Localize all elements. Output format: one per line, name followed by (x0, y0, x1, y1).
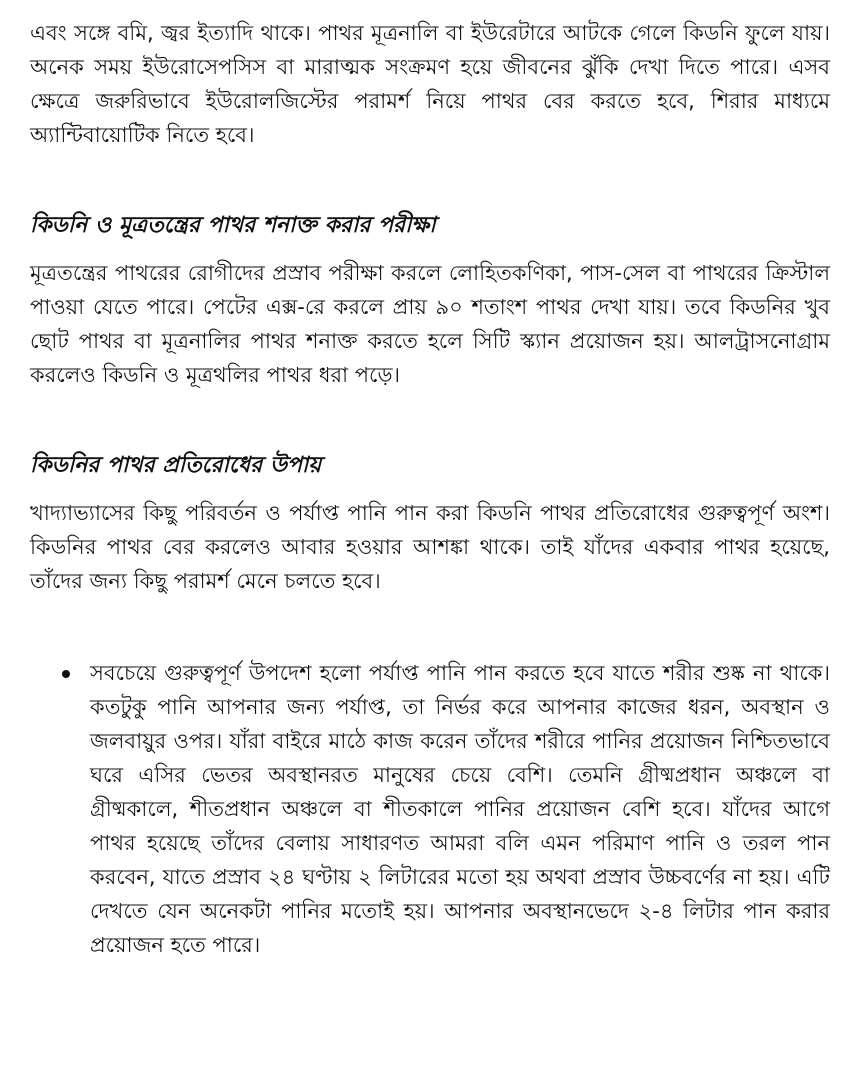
tests-paragraph: মূত্রতন্ত্রের পাথরের রোগীদের প্রস্রাব পরীক্ষা করলে লোহিতকণিকা, পাস-সেল বা পাথরের ক্রিস্টাল পাওয়া যেতে পারে। পেটের এক্স-রে করলে প্রায় ৯০ শতাংশ পাথর দেখা যায়। তবে কিডনির খুব ছোট পাথর বা মূত্রনালির পাথর শনাক্ত করতে হলে সিটি স্ক্যান প্রয়োজন হয়। আলট্রাসনোগ্রাম করলেও কিডনি ও মূত্রথলির পাথর ধরা পড়ে। (30, 261, 830, 387)
advice-list (30, 656, 830, 962)
list-item (30, 656, 830, 962)
bullet-icon (62, 670, 70, 678)
section-heading-tests: কিডনি ও মূত্রতন্ত্রের পাথর শনাক্ত করার পরীক্ষা (30, 213, 436, 238)
prevention-paragraph: খাদ্যাভ্যাসের কিছু পরিবর্তন ও পর্যাপ্ত পানি পান করা কিডনি পাথর প্রতিরোধের গুরুত্বপূর্ণ অংশ। কিডনির পাথর বের করলেও আবার হওয়ার আশঙ্কা থাকে। তাই যাঁদের একবার পাথর হয়েছে, তাঁদের জন্য কিছু পরামর্শ মেনে চলতে হবে। (30, 501, 830, 593)
article-body (30, 16, 830, 962)
intro-paragraph: এবং সঙ্গে বমি, জ্বর ইত্যাদি থাকে। পাথর মূত্রনালি বা ইউরেটারে আটকে গেলে কিডনি ফুলে যায়। অনেক সময় ইউরোসেপসিস বা মারাত্মক সংক্রমণ হয়ে জীবনের ঝুঁকি দেখা দিতে পারে। এসব ক্ষেত্রে জরুরিভাবে ইউরোলজিস্টের পরামর্শ নিয়ে পাথর বের করতে হবে, শিরার মাধ্যমে অ্যান্টিবায়োটিক নিতে হবে। (30, 21, 830, 147)
section-heading-prevention: কিডনির পাথর প্রতিরোধের উপায় (30, 453, 322, 478)
list-item-text: সবচেয়ে গুরুত্বপূর্ণ উপদেশ হলো পর্যাপ্ত পানি পান করতে হবে যাতে শরীর শুষ্ক না থাকে। কতটুকু পানি আপনার জন্য পর্যাপ্ত, তা নির্ভর করে আপনার কাজের ধরন, অবস্থান ও জলবায়ুর ওপর। যাঁরা বাইরে মাঠে কাজ করেন তাঁদের শরীরে পানির প্রয়োজন নিশ্চিতভাবে ঘরে এসির ভেতর অবস্থানরত মানুষের চেয়ে বেশি। তেমনি গ্রীষ্মপ্রধান অঞ্চলে বা গ্রীষ্মকালে, শীতপ্রধান অঞ্চলে বা শীতকালে পানির প্রয়োজন বেশি হবে। যাঁদের আগে পাথর হয়েছে তাঁদের বেলায় সাধারণত আমরা বলি এমন পরিমাণ পানি ও তরল পান করবেন, যাতে প্রস্রাব ২৪ ঘণ্টায় ২ লিটারের মতো হয় অথবা প্রস্রাব উচ্চবর্ণের না হয়। এটি দেখতে যেন অনেকটা পানির মতোই হয়। আপনার অবস্থানভেদে ২-৪ লিটার পান করার প্রয়োজন হতে পারে। (90, 661, 830, 957)
